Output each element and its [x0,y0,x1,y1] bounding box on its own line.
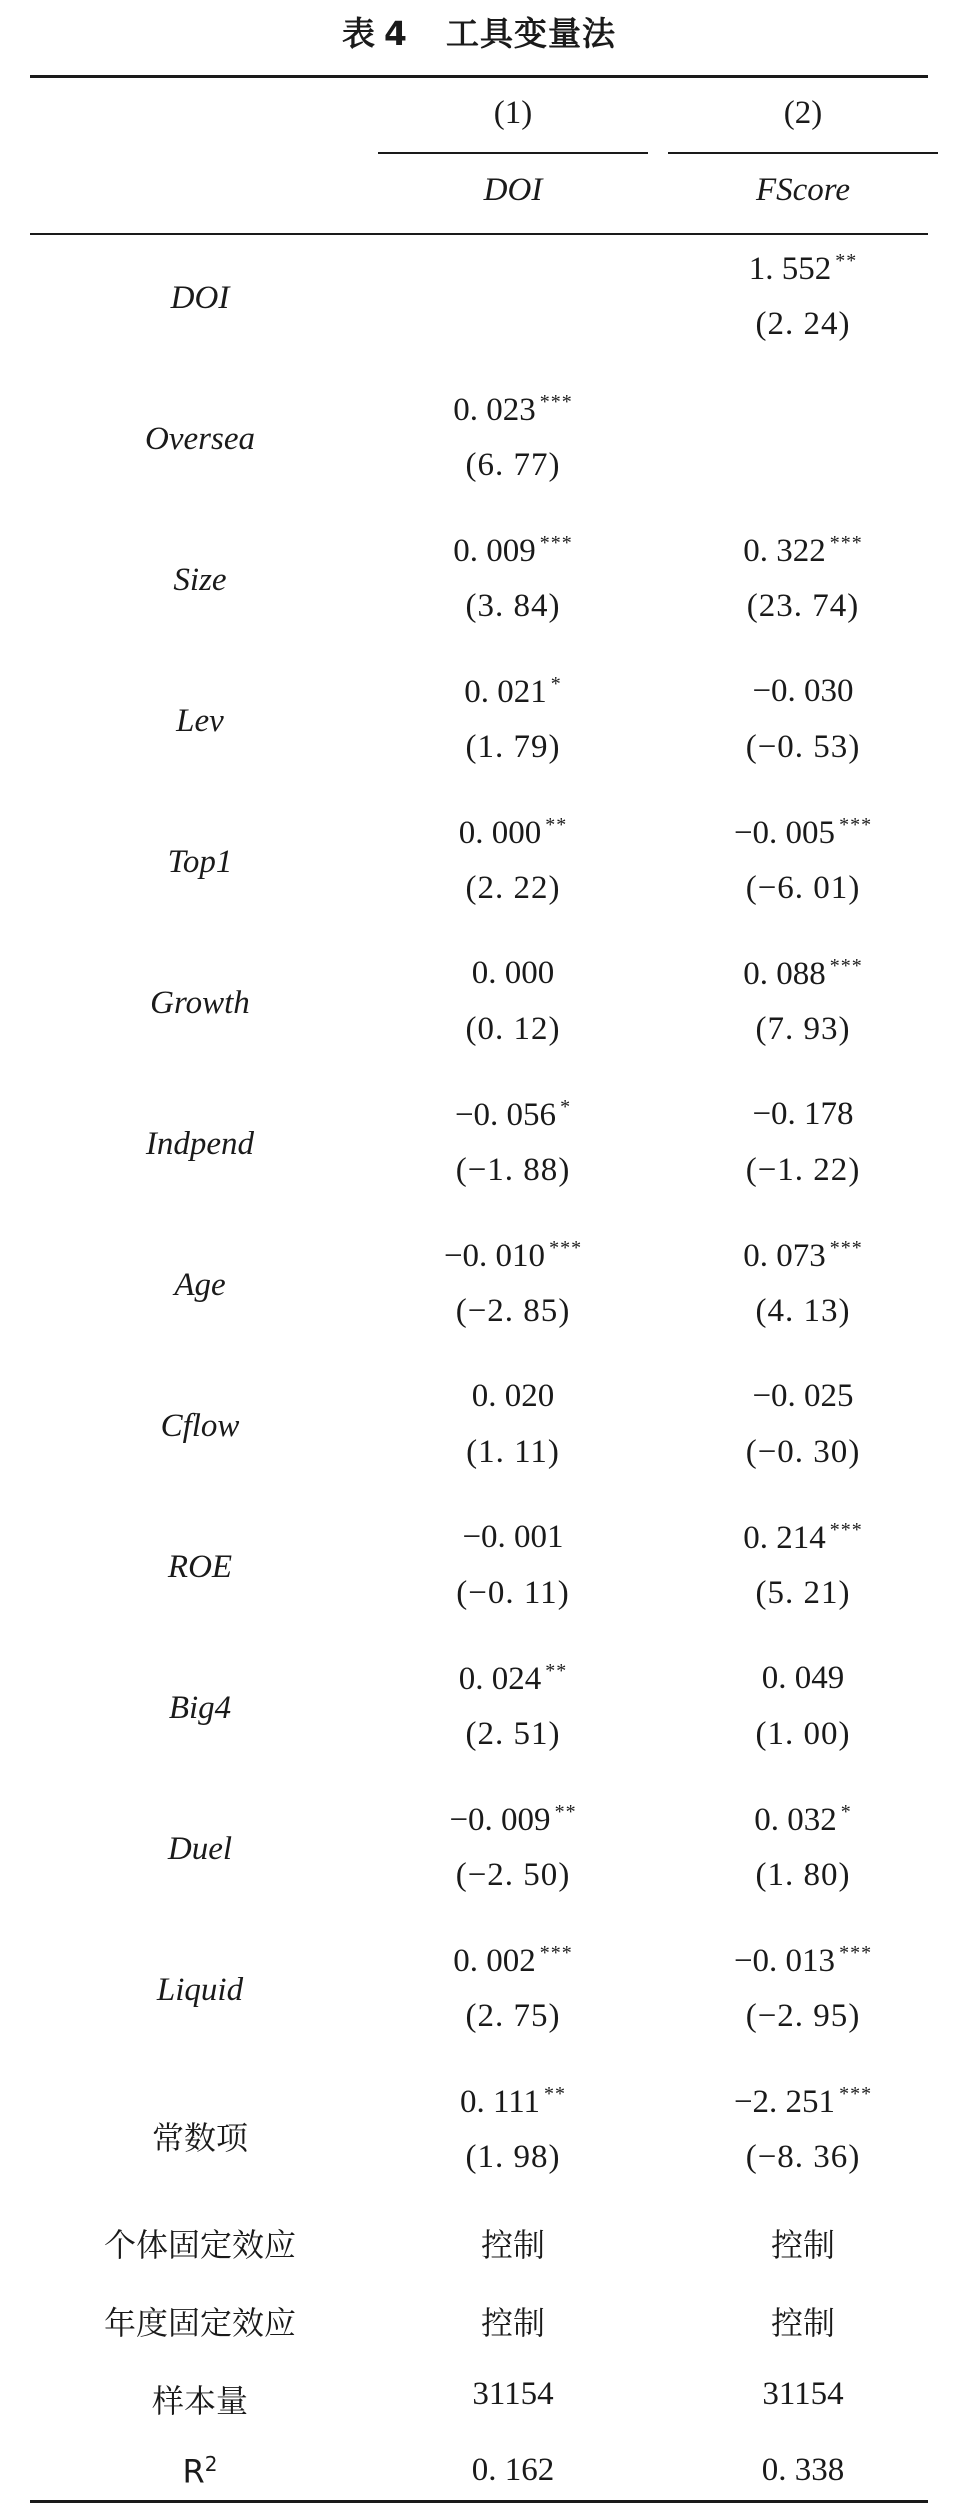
row-label: Liquid [156,1972,244,2008]
t-stat-value: ( 6. 77 ) [466,447,561,483]
coef-value: 1. 552 [748,251,832,287]
coef-cell [668,1237,938,1275]
coef-value: 0. 000 [471,955,555,991]
t-stat-value: ( −1. 88 ) [456,1152,571,1188]
significance-stars: ** [554,1801,577,1823]
row-label: Cflow [160,1408,240,1444]
coef-cell [378,1942,648,1980]
t-stat-cell [378,447,648,484]
footer-label [30,2376,370,2422]
t-stat-cell [668,2139,938,2176]
t-stat-cell [378,2139,648,2176]
coef-value: 0. 023 [453,392,536,428]
row-label: Growth [150,985,250,1021]
coef-cell [668,673,938,710]
t-stat-cell [378,1716,648,1753]
coef-value: −0. 056 [454,1097,557,1133]
footer-cell: 控制 [480,2304,545,2342]
coef-cell [668,814,938,852]
t-stat-cell [668,1857,938,1894]
coef-value: −0. 013 [733,1943,836,1979]
coef-cell [378,955,648,992]
t-stat-value: ( 4. 13 ) [756,1293,851,1329]
t-stat-cell [378,729,648,766]
footer-cell: 31154 [762,2376,844,2412]
t-stat-value: ( −0. 11 ) [456,1575,569,1611]
footer-cell: 控制 [480,2226,545,2264]
t-stat-cell [668,588,938,625]
coef-cell [668,1660,938,1697]
coef-cell [668,1378,938,1415]
t-stat-cell [668,1011,938,1048]
coef-cell [378,1801,648,1839]
t-stat-value: ( 1. 80 ) [756,1857,851,1893]
significance-stars: *** [549,1237,583,1259]
coef-value: −0. 010 [443,1238,546,1274]
coef-value: 0. 024 [458,1661,542,1697]
coef-cell [378,673,648,711]
significance-stars: *** [539,532,573,554]
coef-cell [668,532,938,570]
significance-stars: ** [545,1660,568,1682]
coef-cell [378,2083,648,2121]
coef-value: 0. 088 [743,956,826,992]
coef-value: 0. 032 [754,1802,837,1838]
t-stat-value: ( −2. 95 ) [746,1998,861,2034]
row-label: Big4 [168,1690,232,1726]
coef-cell [378,814,648,852]
t-stat-value: ( −6. 01 ) [746,870,861,906]
t-stat-value: ( −2. 85 ) [456,1293,571,1329]
coef-value: 0. 049 [761,1660,845,1696]
coef-cell [668,1801,938,1839]
footer-label-text: R [182,2452,205,2491]
significance-stars: * [840,1801,852,1823]
t-stat-cell [378,1011,648,1048]
significance-stars: *** [839,1942,873,1964]
coef-value: −0. 025 [752,1378,854,1414]
row-label: 常数项 [151,2119,248,2157]
coef-cell [668,1519,938,1557]
coef-value: 0. 214 [743,1520,826,1556]
row-label: Oversea [145,421,255,457]
bottom-rule [30,2500,928,2503]
footer-label-superscript: 2 [204,2452,218,2476]
row-label: Top1 [167,844,233,880]
t-stat-cell [668,1293,938,1330]
t-stat-value: ( 5. 21 ) [756,1575,851,1611]
t-stat-value: ( 2. 22 ) [466,870,561,906]
coef-value: −0. 001 [462,1519,564,1555]
significance-stars: *** [839,2083,873,2105]
significance-stars: *** [829,955,863,977]
t-stat-value: ( 1. 79 ) [466,729,561,765]
t-stat-value: ( 1. 11 ) [466,1434,560,1470]
row-label: Age [174,1267,226,1303]
t-stat-cell [378,1857,648,1894]
significance-stars: * [560,1096,572,1118]
col-2-number: (2) [783,95,823,131]
t-stat-value: ( 1. 98 ) [466,2139,561,2175]
significance-stars: *** [829,532,863,554]
t-stat-cell [378,1293,648,1330]
col-1-number: (1) [493,95,533,131]
coef-value: 0. 000 [458,815,542,851]
coef-cell [668,1096,938,1133]
row-label: Indpend [145,1126,255,1162]
table-title-number: 4 [384,14,408,53]
t-stat-value: ( 7. 93 ) [756,1011,851,1047]
significance-stars: * [550,673,562,695]
coef-cell [378,1096,648,1134]
top-rule [30,75,928,78]
coef-value: −0. 178 [752,1096,854,1132]
table-title-prefix: 表 [342,14,377,53]
t-stat-value: ( −0. 30 ) [746,1434,861,1470]
t-stat-cell [378,1998,648,2035]
footer-cell: 0. 162 [471,2452,555,2488]
t-stat-value: ( −0. 53 ) [746,729,861,765]
t-stat-cell [668,1716,938,1753]
footer-label [30,2298,370,2344]
footer-label-text: 年度固定效应 [103,2304,296,2342]
t-stat-value: ( −2. 50 ) [456,1857,571,1893]
footer-cell: 0. 338 [761,2452,845,2488]
t-stat-cell [378,1434,648,1471]
t-stat-cell [668,729,938,766]
coef-cell [668,250,938,288]
footer-cell: 控制 [770,2304,835,2342]
coef-value: −0. 030 [752,673,854,709]
footer-cell: 控制 [770,2226,835,2264]
row-label: Duel [167,1831,233,1867]
row-label: DOI [170,280,230,316]
coef-value: 0. 009 [453,533,536,569]
t-stat-value: ( 2. 51 ) [466,1716,561,1752]
coef-cell [378,1378,648,1415]
significance-stars: *** [539,1942,573,1964]
footer-label-text: 个体固定效应 [103,2226,296,2264]
t-stat-value: ( 2. 24 ) [756,306,851,342]
col-1-subrule [378,152,648,154]
col-2-name: FScore [755,172,851,208]
coef-value: −0. 005 [733,815,836,851]
coef-value: −2. 251 [733,2084,836,2120]
coef-value: 0. 002 [453,1943,536,1979]
coef-cell [378,1660,648,1698]
t-stat-cell [668,306,938,343]
footer-label-text: 样本量 [151,2382,248,2420]
t-stat-value: ( 2. 75 ) [466,1998,561,2034]
t-stat-value: ( −8. 36 ) [746,2139,861,2175]
header-rule [30,233,928,235]
coef-value: 0. 021 [464,674,547,710]
footer-label [30,2452,370,2491]
coef-cell [668,1942,938,1980]
t-stat-value: ( −1. 22 ) [746,1152,861,1188]
t-stat-value: ( 23. 74 ) [747,588,860,624]
col-1-name: DOI [483,172,543,208]
table-title [0,8,958,55]
coef-value: 0. 111 [459,2084,541,2120]
coef-value: 0. 020 [471,1378,555,1414]
row-label: Size [173,562,227,598]
row-label: ROE [167,1549,233,1585]
t-stat-cell [668,1152,938,1189]
coef-value: −0. 009 [449,1802,551,1838]
col-2-subrule [668,152,938,154]
t-stat-value: ( 0. 12 ) [466,1011,561,1047]
significance-stars: ** [544,2083,567,2105]
t-stat-cell [378,588,648,625]
t-stat-cell [378,870,648,907]
coef-cell [378,1237,648,1275]
footer-cell: 31154 [472,2376,554,2412]
table-title-text: 工具变量法 [445,14,616,53]
significance-stars: *** [829,1519,863,1541]
t-stat-cell [668,870,938,907]
significance-stars: *** [829,1237,863,1259]
coef-cell [378,532,648,570]
t-stat-cell [668,1998,938,2035]
t-stat-cell [668,1575,938,1612]
coef-cell [378,1519,648,1556]
t-stat-cell [378,1575,648,1612]
t-stat-value: ( 3. 84 ) [466,588,561,624]
coef-cell [668,955,938,993]
t-stat-cell [378,1152,648,1189]
coef-value: 0. 073 [743,1238,826,1274]
coef-value: 0. 322 [743,533,826,569]
significance-stars: *** [839,814,873,836]
significance-stars: ** [545,814,568,836]
row-label: Lev [176,703,224,739]
footer-label [30,2220,370,2266]
significance-stars: ** [835,250,858,272]
coef-cell [668,2083,938,2121]
significance-stars: *** [539,391,573,413]
coef-cell [378,391,648,429]
t-stat-value: ( 1. 00 ) [756,1716,851,1752]
t-stat-cell [668,1434,938,1471]
